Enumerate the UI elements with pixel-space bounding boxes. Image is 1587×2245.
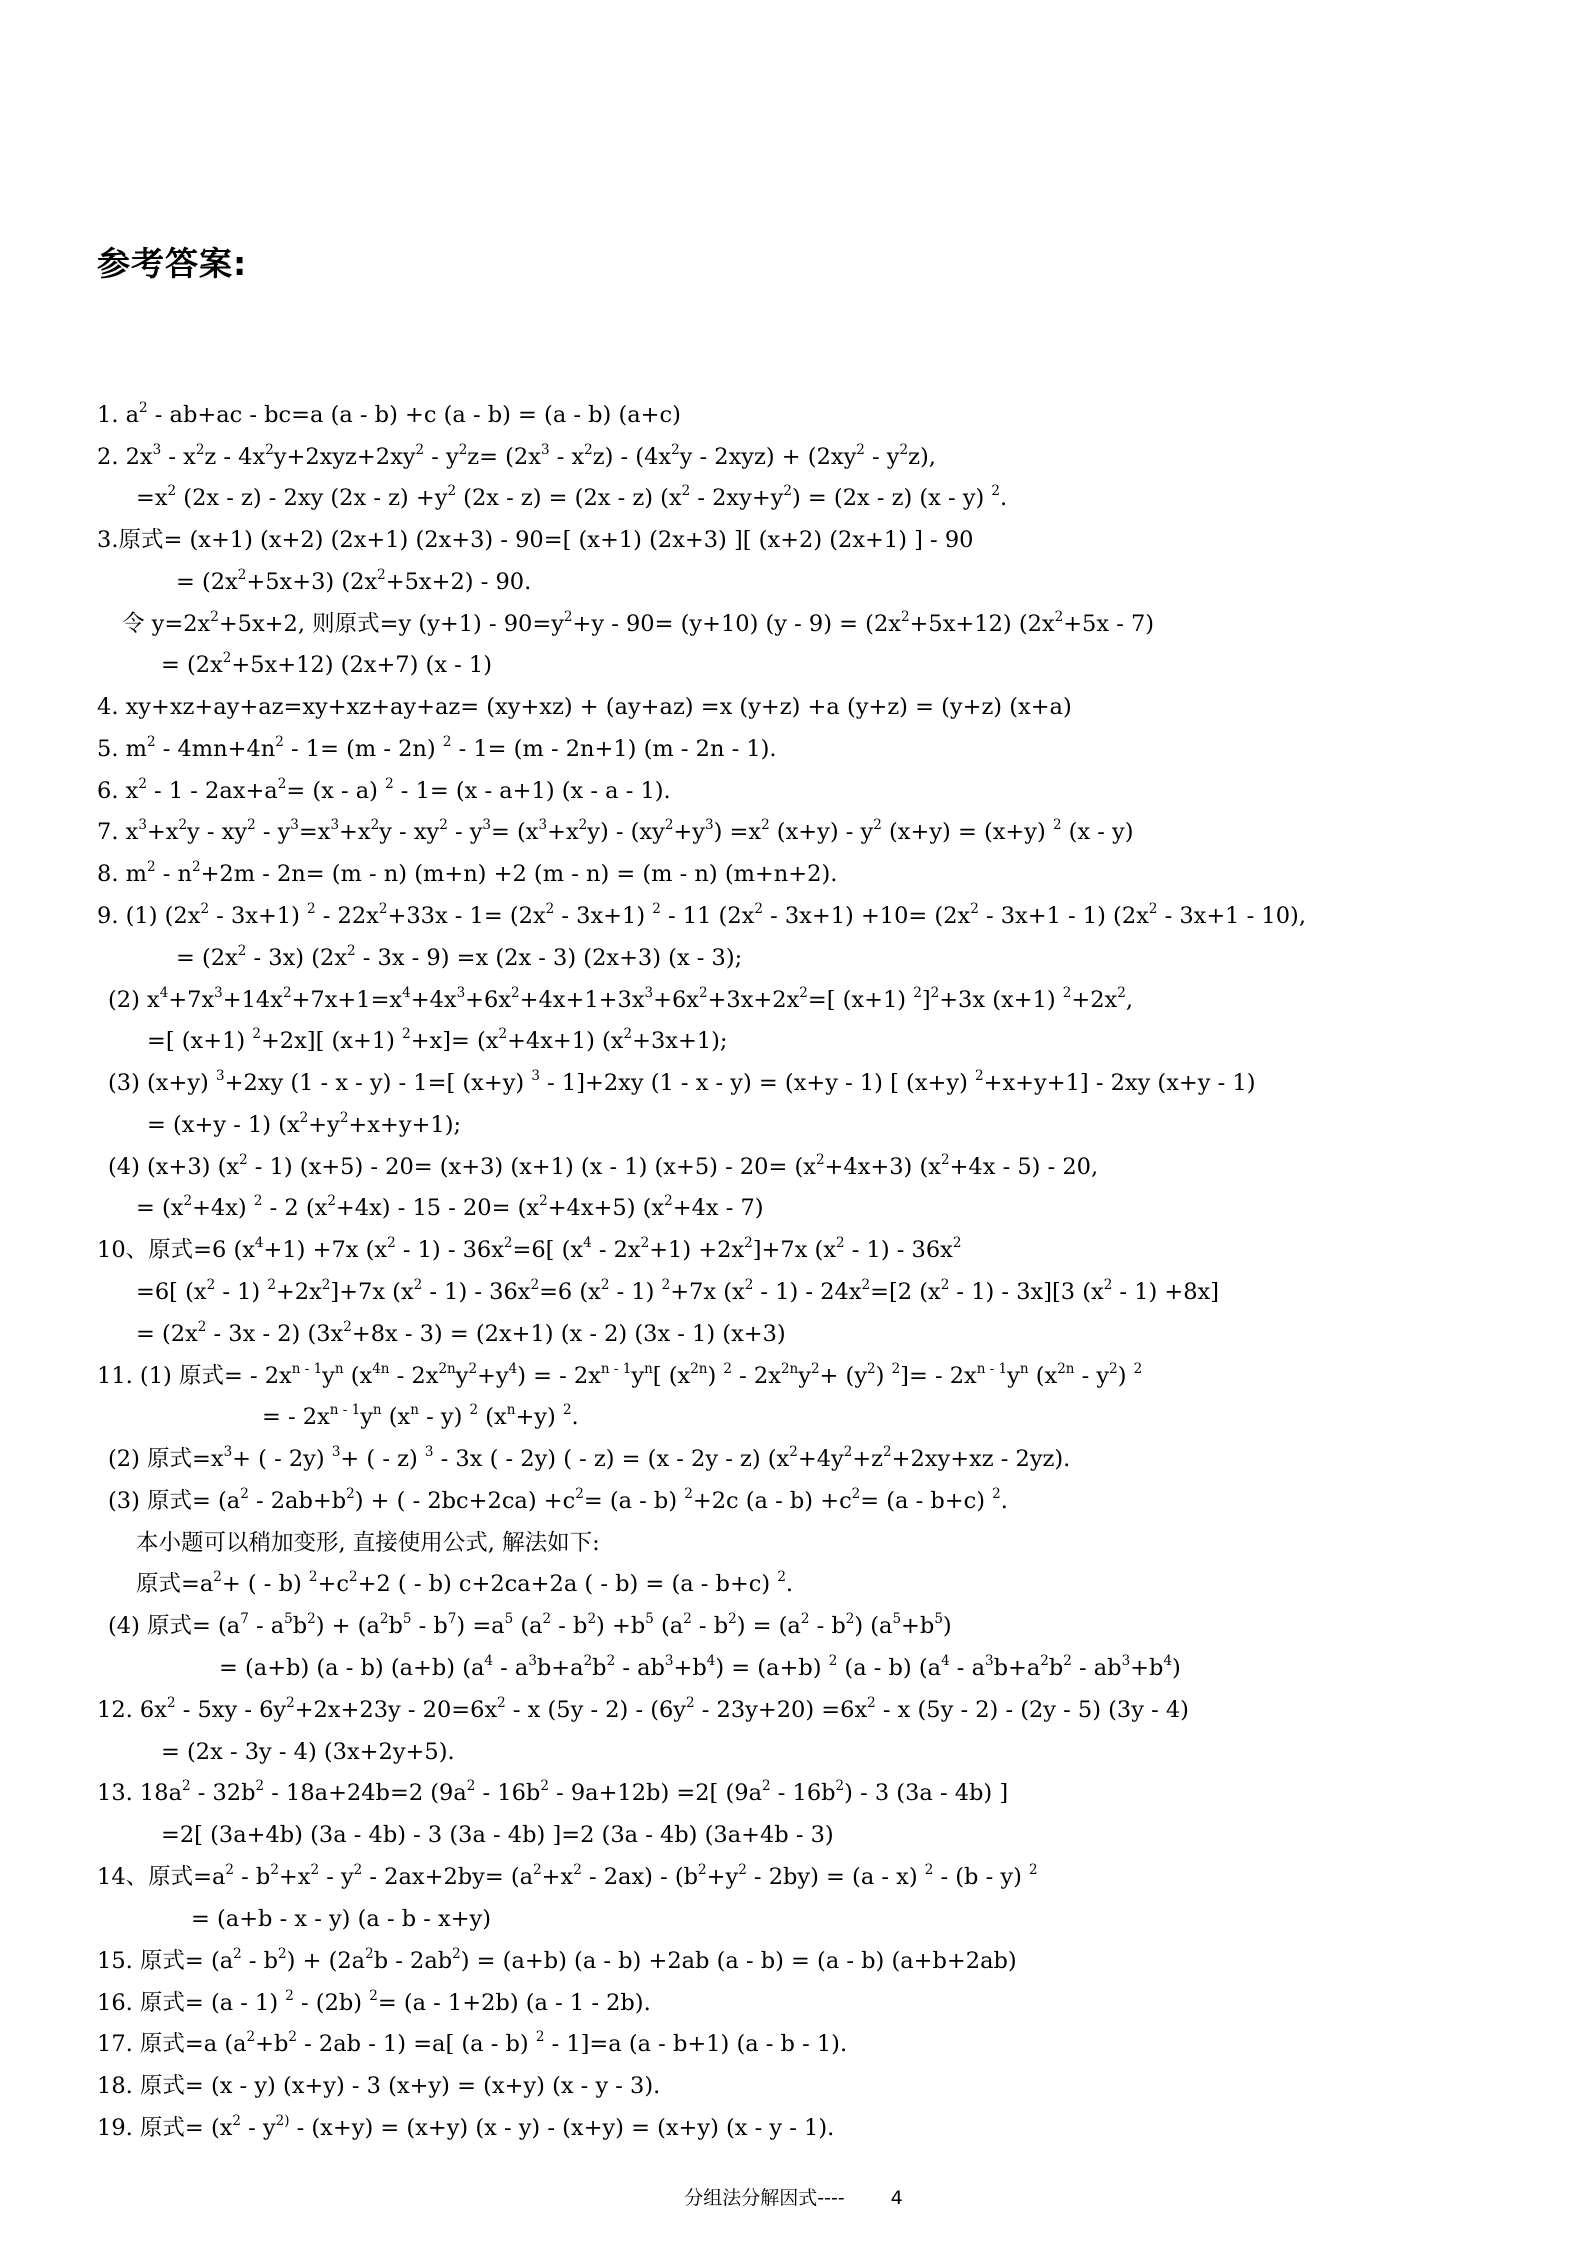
answer-line: (3) (x+y) $^3$+2xy (1 - x - y) - 1=[ (x+y) $^3$ - 1]+2xy (1 - x - y) = (x+y - 1) [ (x+y) $^2$+x+y+1] - 2xy (x+y - 1): [108, 1067, 1256, 1096]
answer-line: = (a+b - x - y) (a - b - x+y): [191, 1906, 492, 1932]
answer-line: 6. $x^2 - 1 - 2ax+a^2= (x - a)$ $^2$ - 1= (x - a+1) (x - a - 1).: [97, 775, 671, 804]
answer-line: = (a+b) (a - b) (a+b) $(a^4 - a^3b+a^2b^2 - ab^3+b^4) = (a+b)$ $^2$ (a - b) $(a^4 - a^3b+a^2b^2 - ab^3+b^4)$: [219, 1652, 1181, 1681]
answer-line: (4) (x+3) $(x^2 - 1)$ (x+5) - 20= (x+3) (x+1) (x - 1) $(x+5) - 20= (x^2+4x+3)$ $(x^2+4x - 5) - 20$,: [108, 1151, 1099, 1180]
answer-line: 4. xy+xz+ay+az=xy+xz+ay+az= (xy+xz) + (ay+az) =x (y+z) +a (y+z) = (y+z) (x+a): [97, 694, 1072, 720]
answer-line: =2[ (3a+4b) (3a - 4b) - 3 (3a - 4b) ]=2 (3a - 4b) (3a+4b - 3): [161, 1822, 834, 1848]
answer-line: (2) 原式$=x^3+$ ( - 2y) $^3$+ ( - z) $^3$ - 3x ( - 2y) ( - z) = (x - 2y - z) $(x^2+4y^2+z^2+2xy+xz - 2yz)$.: [108, 1443, 1071, 1472]
answer-line: 18. 原式= (x - y) (x+y) - 3 (x+y) = (x+y) (x - y - 3).: [97, 2073, 661, 2099]
answer-line: 7. $x^3+x^2y - xy^2 - y^3=x^3+x^2y - xy^2 - y^3= (x^3+x^2y) - (xy^2+y^3) =x^2$ $(x+y) - y^2$ (x+y) = (x+y) $^2$ (x - y): [97, 816, 1134, 845]
answer-line: =[ (x+1) $^2$+2x][ (x+1) $^2+x]= (x^2+4x+1)$ $(x^2+3x+1)$;: [147, 1025, 728, 1054]
page-number: 4: [890, 2187, 903, 2209]
answer-line: 15. 原式= $(a^2 - b^2) + (2a^2b - 2ab^2) = (a+b)$ (a - b) +2ab (a - b) = (a - b) (a+b+2ab): [97, 1945, 1017, 1974]
answer-line: 11. (1) 原式= - $2x^{n - 1}y^n$ $(x^{4n} - 2x^{2n}y^2+y^4)$ = - $2x^{n - 1}y^n$[ $(x^{2n})$ $^2 - 2x^{2n}y^2+ (y^2)$ $^2]= - 2x^{n - 1}y^n$ $(x^{2n} - y^2)$ $^2$: [97, 1360, 1143, 1389]
answer-line: = (x+y - 1) $(x^2+y^2+x+y+1)$;: [147, 1109, 462, 1138]
answer-line: 12. $6x^2 - 5xy - 6y^2+2x+23y - 20=6x^2 - x$ $(5y - 2) - (6y^2 - 23y+20) =6x^2 - x$ (5y - 2) - (2y - 5) (3y - 4): [97, 1694, 1189, 1723]
answer-line: 原式$=a^2+$ ( - b) $^2+c^2+2$ ( - b) c+2ca+2a ( - b) = (a - b+c) $^2$.: [136, 1568, 794, 1597]
answer-line: =6[ $(x^2 - 1)$ $^2+2x^2]+7x$ $(x^2 - 1) - 36x^2=6$ $(x^2 - 1)$ $^2$+7x $(x^2 - 1) - 24x^2=[2$ $(x^2 - 1) - 3x][3$ $(x^2 - 1) +8x$]: [136, 1276, 1220, 1305]
answer-line: = $(x^2+4x)$ $^2$ - 2 $(x^2+4x) - 15 - 20= (x^2+4x+5)$ $(x^2+4x - 7)$: [136, 1192, 764, 1221]
answer-line: (2) $x^4+7x^3+14x^2+7x+1=x^4+4x^3+6x^2+4x+1+3x^3+6x^2+3x+2x^2=$[ (x+1) $^2$]$^2$+3x (x+1) $^2+2x^2$,: [108, 984, 1133, 1013]
answer-line: 本小题可以稍加变形, 直接使用公式, 解法如下:: [136, 1530, 600, 1556]
answer-line: = $(2x^2 - 3x)$ $(2x^2 - 3x - 9) =x$ (2x - 3) (2x+3) (x - 3);: [176, 942, 743, 971]
answer-line: 13. $18a^2 - 32b^2 - 18a+24b=2$ $(9a^2 - 16b^2 - 9a+12b) =2$[ $(9a^2 - 16b^2) - 3$ (3a - 4b) ]: [97, 1777, 1009, 1806]
answer-line: 9. (1) $(2x^2 - 3x+1)$ $^2 - 22x^2+33x - 1= (2x^2 - 3x+1)$ $^2$ - 11 $(2x^2 - 3x+1) +10= (2x^2 - 3x+1 - 1)$ $(2x^2 - 3x+1 - 10)$,: [97, 900, 1306, 929]
page-footer: [0, 2183, 1587, 2210]
answer-line: 19. 原式= ($x^2 - y^{2)} - (x+y) = (x+y)$ (x - y) - (x+y) = (x+y) (x - y - 1).: [97, 2112, 835, 2141]
answer-line: = $(2x^2 - 3x - 2)$ $(3x^2+8x - 3) = (2x+1)$ (x - 2) (3x - 1) (x+3): [136, 1318, 786, 1347]
answer-line: = - $2x^{n - 1}y^n$ $(x^n - y)$ $^2$ $(x^n+y)$ $^2$.: [262, 1401, 579, 1430]
answer-line: 3.原式= (x+1) (x+2) (2x+1) (2x+3) - 90=[ (x+1) (2x+3) ][ (x+2) (2x+1) ] - 90: [97, 527, 974, 553]
answer-line: = $(2x^2+5x+3)$ $(2x^2+5x+2) - 90$.: [176, 566, 532, 595]
answer-line: $=x^2$ (2x - z) - 2xy $(2x - z) +y^2$ (2x - z) = (2x - z) $(x^2 - 2xy+y^2) = (2x - z)$ (x - y) $^2$.: [136, 482, 1008, 511]
answer-line: 8. $m^2 - n^2+2m - 2n= (m - n)$ (m+n) +2 (m - n) = (m - n) (m+n+2).: [97, 858, 838, 887]
answer-line: = $(2x^2+5x+12)$ (2x+7) (x - 1): [161, 649, 493, 678]
answer-line: 2. $2x^3 - x^2z - 4x^2y+2xyz+2xy^2 - y^2z= (2x^3 - x^2z) - (4x^2y - 2xyz) + (2xy^2 - y^2z)$,: [97, 441, 936, 470]
footer-title: 分组法分解因式----: [684, 2187, 845, 2209]
answer-line: 5. $m^2 - 4mn+4n^2 - 1= (m - 2n)$ $^2$ - 1= (m - 2n+1) (m - 2n - 1).: [97, 733, 777, 762]
answer-line: = (2x - 3y - 4) (3x+2y+5).: [161, 1739, 455, 1765]
answer-line: 令 $y=2x^2+5x+2$, 则原式=y $(y+1) - 90=y^2+y - 90= (y+10)$ $(y - 9) = (2x^2+5x+12)$ $(2x^2+5x - 7)$: [122, 608, 1155, 637]
answer-line: 10、原式=6 $(x^4+1) +7x$ $(x^2 - 1) - 36x^2=6$[ $(x^4 - 2x^2+1) +2x^2]+7x$ $(x^2 - 1) - 36x^2$: [97, 1234, 962, 1263]
answer-line: (4) 原式= $(a^7 - a^5b^2) + (a^2b^5 - b^7) =a^5$ $(a^2 - b^2) +b^5$ $(a^2 - b^2) = (a^2 - b^2)$ $(a^5+b^5)$: [108, 1610, 952, 1639]
answer-line: (3) 原式= $(a^2 - 2ab+b^2)$ + ( - $2bc+2ca) +c^2= (a - b)$ $^2$+2c $(a - b) +c^2= (a - b+c)$ $^2$.: [108, 1485, 1008, 1514]
answer-line: 17. 原式=a $(a^2+b^2 - 2ab - 1) =a$[ (a - b) $^2$ - 1]=a (a - b+1) (a - b - 1).: [97, 2028, 848, 2057]
answer-line: 1. $a^2 - ab+ac - bc=a$ (a - b) +c (a - b) = (a - b) (a+c): [97, 399, 681, 428]
answer-line: 14、原式$=a^2 - b^2+x^2 - y^2 - 2ax+2by= (a^2+x^2 - 2ax) - (b^2+y^2 - 2by) = (a - x)$ $^2$ - (b - y) $^2$: [97, 1861, 1038, 1890]
page-heading: 参考答案:: [97, 244, 248, 283]
answer-line: 16. 原式= (a - 1) $^2$ - (2b) $^2$= (a - 1+2b) (a - 1 - 2b).: [97, 1987, 651, 2016]
